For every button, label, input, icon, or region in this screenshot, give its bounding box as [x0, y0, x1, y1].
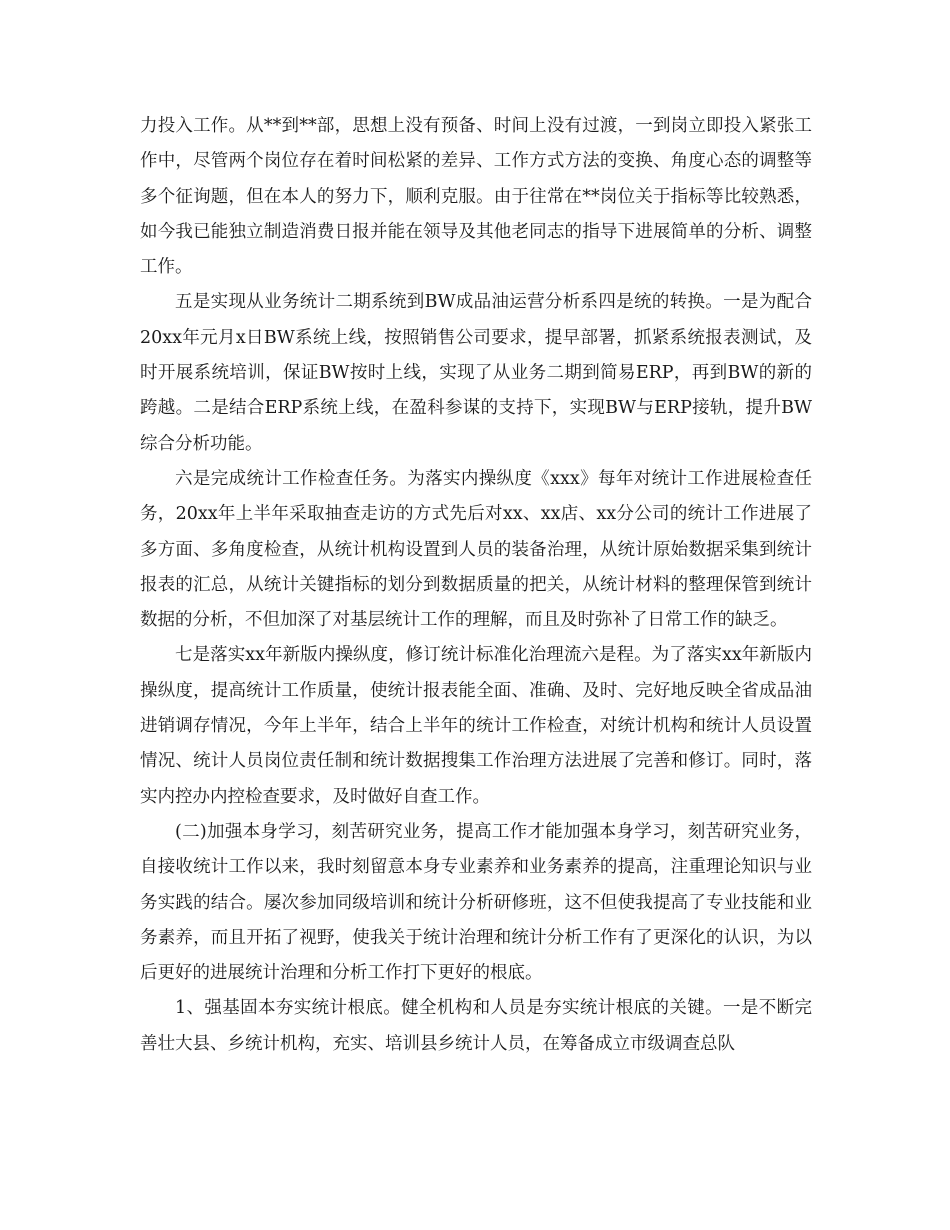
paragraph-2: 五是实现从业务统计二期系统到BW成品油运营分析系四是统的转换。一是为配合20xx年元月x日BW系统上线，按照销售公司要求，提早部署，抓紧系统报表测试，及时开展系统培训，保证BW按时上线，实现了从业务二期到简易ERP，再到BW的新的跨越。二是结合ERP系统上线，在盈科参谋的支持下，实现BW与ERP接轨，提升BW综合分析功能。	[140, 292, 812, 454]
paragraph-1: 力投入工作。从**到**部，思想上没有预备、时间上没有过渡，一到岗立即投入紧张工作中，尽管两个岗位存在着时间松紧的差异、工作方式方法的变换、角度心态的调整等多个征询题，但在本人的努力下，顺利克服。由于往常在**岗位关于指标等比较熟悉，如今我已能独立制造消费日报并能在领导及其他老同志的指导下进展简单的分析、调整工作。	[140, 116, 812, 278]
paragraph-5: (二)加强本身学习，刻苦研究业务，提高工作才能加强本身学习，刻苦研究业务，自接收统计工作以来，我时刻留意本身专业素养和业务素养的提高，注重理论知识与业务实践的结合。屡次参加同级培训和统计分析研修班，这不但使我提高了专业技能和业务素养，而且开拓了视野，使我关于统计治理和统计分析工作有了更深化的认识，为以后更好的进展统计治理和分析工作打下更好的根底。	[140, 821, 812, 984]
document-body	[140, 109, 812, 1062]
paragraph-4: 七是落实xx年新版内操纵度，修订统计标准化治理流六是程。为了落实xx年新版内操纵度，提高统计工作质量，使统计报表能全面、准确、及时、完好地反映全省成品油进销调存情况，今年上半年，结合上半年的统计工作检查，对统计机构和统计人员设置情况、统计人员岗位责任制和统计数据搜集工作治理方法进展了完善和修订。同时，落实内控办内控检查要求，及时做好自查工作。	[140, 645, 812, 807]
paragraph-3: 六是完成统计工作检查任务。为落实内操纵度《xxx》每年对统计工作进展检查任务，20xx年上半年采取抽查走访的方式先后对xx、xx店、xx分公司的统计工作进展了多方面、多角度检查，从统计机构设置到人员的装备治理，从统计原始数据采集到统计报表的汇总，从统计关键指标的划分到数据质量的把关，从统计材料的整理保管到统计数据的分析，不但加深了对基层统计工作的理解，而且及时弥补了日常工作的缺乏。	[140, 468, 812, 631]
paragraph-6: 1、强基固本夯实统计根底。健全机构和人员是夯实统计根底的关键。一是不断完善壮大县、乡统计机构，充实、培训县乡统计人员，在筹备成立市级调查总队	[140, 998, 812, 1054]
